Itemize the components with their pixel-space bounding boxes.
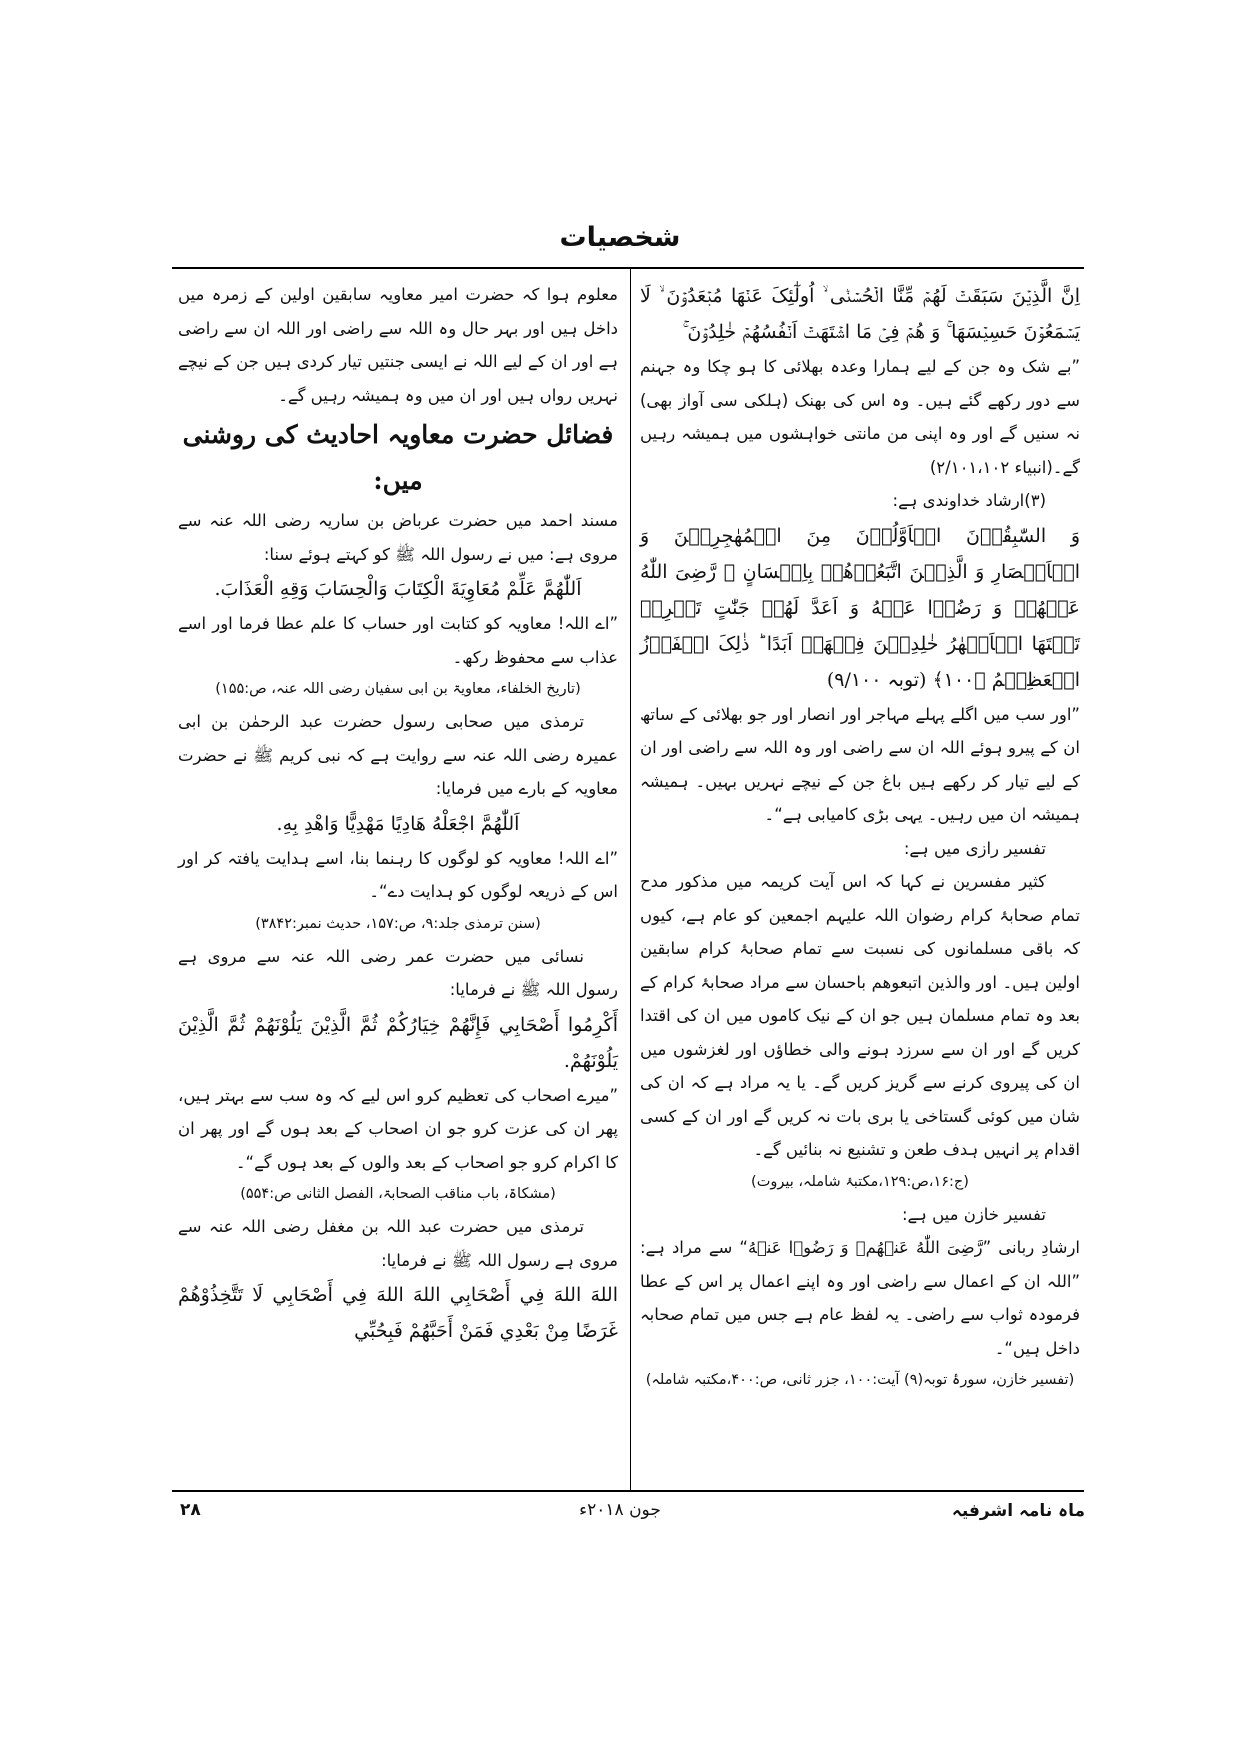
arabic-verse: اَللّٰهُمَّ اجْعَلْهُ هَادِيًا مَهْدِيًّا وَاهْدِ بِهِ. bbox=[276, 812, 520, 835]
arabic-verse: اللهَ اللهَ فِي أَصْحَابِي اللهَ اللهَ فِي أَصْحَابِي لَا تَتَّخِذُوْهُمْ غَرَضًا مِنْ بَعْدِي فَمَنْ أَحَبَّهُمْ فَبِحُبِّي bbox=[178, 1284, 618, 1342]
paragraph: تفسیر خازن میں ہے: bbox=[901, 1204, 1046, 1224]
page-number: ۲۸ bbox=[180, 1500, 201, 1520]
paragraph: معلوم ہوا کہ حضرت امیر معاویہ سابقین اولین کے زمرہ میں داخل ہیں اور بہر حال وہ اللہ سے راضی اور اللہ ان سے راضی ہے اور ان کے لیے اللہ نے ایسی جنتیں تیار کردی ہیں جن کے نیچے نہریں رواں ہیں اور ان میں وہ ہمیشہ رہیں گے۔ bbox=[178, 285, 618, 405]
paragraph: ترمذی میں صحابی رسول حضرت عبد الرحمٰن بن ابی عمیرہ رضی اللہ عنہ سے روایت ہے کہ نبی کریم ﷺ نے حضرت معاویہ کے بارے میں فرمایا: bbox=[178, 712, 618, 798]
paragraph: ”اے اللہ! معاویہ کو لوگوں کا رہنما بنا، اسے ہدایت یافتہ کر اور اس کے ذریعہ لوگوں کو ہدایت دے“۔ bbox=[178, 848, 618, 901]
paragraph: نسائی میں حضرت عمر رضی اللہ عنہ سے مروی ہے رسول اللہ ﷺ نے فرمایا: bbox=[178, 946, 618, 999]
left-column bbox=[178, 278, 618, 1349]
right-column bbox=[640, 278, 1080, 1396]
section-heading: فضائل حضرت معاویہ احادیث کی روشنی میں: bbox=[182, 420, 614, 495]
paragraph: ترمذی میں حضرت عبد اللہ بن مغفل رضی اللہ عنہ سے مروی ہے رسول اللہ ﷺ نے فرمایا: bbox=[178, 1217, 618, 1270]
issue-date: جون ۲۰۱۸ء bbox=[579, 1500, 661, 1520]
column-divider bbox=[630, 269, 631, 1490]
paragraph: تفسیر رازی میں ہے: bbox=[903, 838, 1046, 858]
header-rule bbox=[172, 267, 1084, 269]
reference: (تفسیر خازن، سورۂ توبہ(۹) آیت:۱۰۰، جزر ثانی، ص:۴۰۰،مکتبہ شاملہ) bbox=[645, 1372, 1075, 1388]
arabic-verse: وَ السّٰبِقُوۡنَ الۡاَوَّلُوۡنَ مِنَ الۡمُهٰجِرِیۡنَ وَ الۡاَنۡصَارِ وَ الَّذِیۡنَ اتَّبَعُوۡهُمۡ بِاِحۡسَانٍ ۙ رَّضِیَ اللّٰهُ عَنۡهُمۡ وَ رَضُوۡا عَنۡهُ وَ اَعَدَّ لَهُمۡ جَنّٰتٍ تَجۡرِیۡ تَحۡتَهَا الۡاَنۡهٰرُ خٰلِدِیۡنَ فِیۡهَاۤ اَبَدًا ؕ ذٰلِکَ الۡفَوۡزُ الۡعَظِیۡمُ ﴿۱۰۰﴾ (توبہ ۹/۱۰۰) bbox=[640, 524, 1080, 691]
paragraph: ”میرے اصحاب کی تعظیم کرو اس لیے کہ وہ سب سے بہتر ہیں، پھر ان کی عزت کرو جو ان اصحاب کے بعد ہوں گے اور پھر ان کا اکرام کرو جو اصحاب کے بعد والوں کے بعد ہوں گے“۔ bbox=[178, 1085, 618, 1172]
paragraph: مسند احمد میں حضرت عرباض بن ساریہ رضی اللہ عنہ سے مروی ہے: میں نے رسول اللہ ﷺ کو کہتے ہوئے سنا: bbox=[178, 511, 618, 564]
paragraph: کثیر مفسرین نے کہا کہ اس آیت کریمہ میں مذکور مدح تمام صحابۂ کرام رضوان اللہ علیہم اجمعین کو عام ہے، کیوں کہ باقی مسلمانوں کی نسبت سے تمام صحابۂ کرام سابقین اولین ہیں۔ اور والذین اتبعوهم باحسان سے مراد صحابۂ کرام کے بعد وہ تمام مسلمان ہیں جو ان کے نیک کاموں میں ان کی اقتدا کریں گے اور ان سے سرزد ہونے والی خطاؤں اور لغزشوں میں ان کی پیروی کرنے سے گریز کریں گے۔ یا یہ مراد ہے کہ ان کی شان میں کوئی گستاخی یا بری بات نہ کریں گے اور ان کے کسی اقدام پر انہیں ہدف طعن و تشنیع نہ بنائیں گے۔ bbox=[640, 872, 1080, 1159]
arabic-verse: أَكْرِمُوا أَصْحَابِي فَإِنَّهُمْ خِيَارُكُمْ ثُمَّ الَّذِيْنَ يَلُوْنَهُمْ ثُمَّ الَّذِيْنَ يَلُوْنَهُمْ. bbox=[178, 1013, 618, 1072]
paragraph: ”اے اللہ! معاویہ کو کتابت اور حساب کا علم عطا فرما اور اسے عذاب سے محفوظ رکھ۔ bbox=[178, 614, 618, 667]
reference: (مشکاۃ، باب مناقب الصحابۃ، الفصل الثانی ص:۵۵۴) bbox=[240, 1186, 556, 1202]
magazine-name: ماہ نامہ اشرفیہ bbox=[951, 1501, 1085, 1521]
reference: (تاریخ الخلفاء، معاویۃ بن ابی سفیان رضی اللہ عنہ، ص:۱۵۵) bbox=[215, 681, 581, 697]
paragraph: (۳)ارشاد خداوندی ہے: bbox=[892, 491, 1046, 510]
paragraph: ”اور سب میں اگلے پہلے مہاجر اور انصار اور جو بھلائی کے ساتھ ان کے پیرو ہوئے اللہ ان سے راضی اور وہ اللہ سے راضی اور ان کے لیے تیار کر رکھے ہیں باغ جن کے نیچے نہریں بہیں۔ ہمیشہ ہمیشہ ان میں رہیں۔ یہی بڑی کامیابی ہے“۔ bbox=[640, 704, 1080, 824]
paragraph: ارشادِ ربانی ”رَّضِیَ اللّٰهُ عَنۡهُمۡ وَ رَضُوۡا عَنۡهُ“ سے مراد ہے: ”اللہ ان کے اعمال سے راضی اور وہ اپنے اعمال پر اس کے عطا فرمودہ ثواب سے راضی۔ یہ لفظ عام ہے جس میں تمام صحابہ داخل ہیں“۔ bbox=[640, 1238, 1080, 1358]
arabic-verse: اَللّٰهُمَّ عَلِّمْ مُعَاوِيَةَ الْكِتَابَ وَالْحِسَابَ وَقِهِ الْعَذَابَ. bbox=[214, 578, 582, 600]
arabic-verse: اِنَّ الَّذِیۡنَ سَبَقَتۡ لَهُمۡ مِّنَّا الۡحُسۡنٰۤی ۙ اُولٰٓئِکَ عَنۡهَا مُبۡعَدُوۡنَ ۙ لَا یَسۡمَعُوۡنَ حَسِیۡسَهَا ۚ وَ هُمۡ فِیۡ مَا اشۡتَهَتۡ اَنۡفُسُهُمۡ خٰلِدُوۡنَ ۚ bbox=[640, 285, 1080, 343]
page-title: شخصیات bbox=[559, 222, 681, 253]
footer-rule bbox=[172, 1490, 1084, 1492]
reference: (سنن ترمذی جلد:۹، ص:۱۵۷، حدیث نمبر:۳۸۴۲) bbox=[255, 915, 541, 932]
reference: (ج:۱۶،ص:۱۲۹،مکتبۂ شاملہ، بیروت) bbox=[751, 1173, 969, 1190]
paragraph: ”بے شک وہ جن کے لیے ہمارا وعدہ بھلائی کا ہو چکا وہ جہنم سے دور رکھے گئے ہیں۔ وہ اس کی بھنک (ہلکی سی آواز بھی) نہ سنیں گے اور وہ اپنی من مانتی خواہشوں میں ہمیشہ رہیں گے۔(انبیاء ۲/۱۰۱،۱۰۲) bbox=[640, 357, 1080, 477]
